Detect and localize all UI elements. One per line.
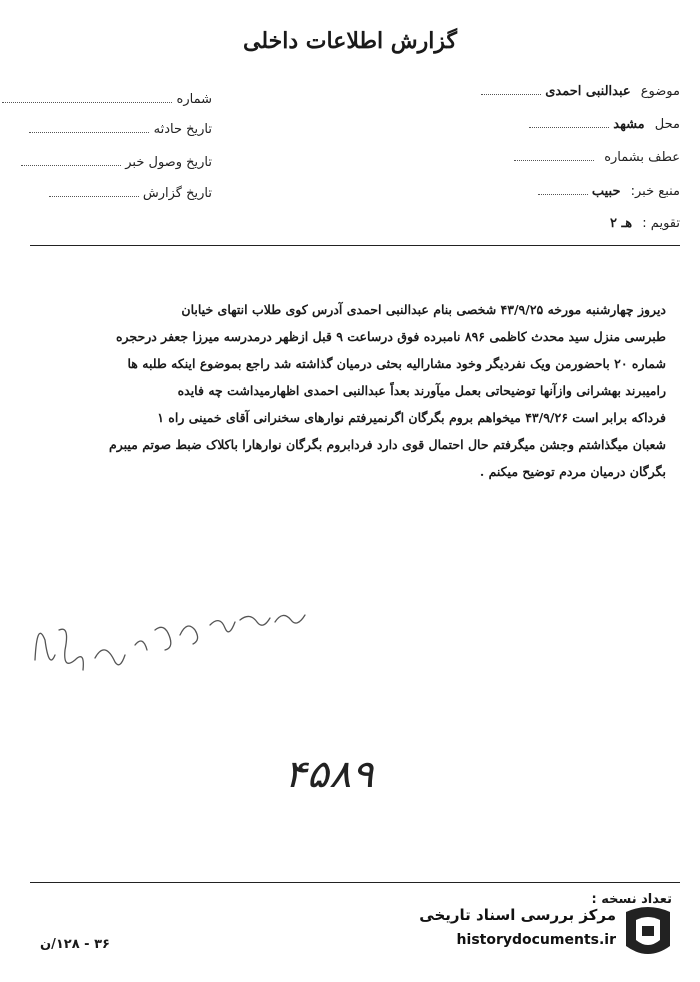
field-evaluation-value: هـ ۲ <box>609 216 633 231</box>
field-source-value: حبیب <box>591 184 621 199</box>
field-evaluation <box>610 216 680 231</box>
archive-watermark <box>408 898 678 968</box>
field-reference-label: عطف بشماره <box>604 150 680 165</box>
field-location-label: محل <box>654 117 680 132</box>
archive-logo-icon <box>620 902 676 964</box>
body-line: بگرگان درمیان مردم توضیح میکنم . <box>479 464 666 479</box>
field-incident-date <box>29 122 212 137</box>
footer-divider <box>30 882 680 883</box>
field-incident-date-label: تاریخ حادثه <box>153 122 212 137</box>
header-divider <box>30 245 680 246</box>
document-title: گزارش اطلاعات داخلی <box>243 28 457 54</box>
field-source <box>538 184 680 199</box>
body-line: شماره ۲۰ باحضورمن ویک نفردیگر وخود مشارالیه بحثی درمیان گذاشته شد راجع بموضوع اینکه طلبه ها <box>127 356 666 371</box>
field-number-label: شماره <box>176 92 212 107</box>
field-received-date-label: تاریخ وصول خبر <box>125 155 212 170</box>
field-source-label: منبع خبر: <box>630 184 680 199</box>
field-subject <box>481 84 680 99</box>
field-report-date <box>49 186 212 201</box>
field-number <box>2 92 212 107</box>
copies-label: تعداد نسخه : <box>591 892 672 907</box>
body-line: فرداکه برابر است ۴۳/۹/۲۶ میخواهم بروم بگرگان اگرنمیرفتم نوارهای سخنرانی آقای خمینی راه ۱ <box>157 410 666 425</box>
body-line: طبرسی منزل سید محدث کاظمی ۸۹۶ نامبرده فوق درساعت ۹ قبل ازظهر درمدرسه میرزا جعفر درحجره <box>115 329 666 344</box>
form-reference: ۳۶ - ۱۲۸/ن <box>40 937 110 952</box>
body-line: شعبان میگذاشتم وجشن میگرفتم حال احتمال قوی دارد فردابروم بگرگان نوارهارا باکلاک ضبط صوتم میبرم <box>108 437 666 452</box>
watermark-url: historydocuments.ir <box>456 932 616 948</box>
field-reference <box>514 150 680 165</box>
field-location <box>529 117 680 132</box>
field-received-date <box>21 155 212 170</box>
watermark-org-name: مرکز بررسی اسناد تاریخی <box>419 906 616 924</box>
field-subject-value: عبدالنبی احمدی <box>545 84 631 99</box>
report-body <box>26 296 666 485</box>
body-line: دیروز چهارشنبه مورخه ۴۳/۹/۲۵ شخصی بنام عبدالنبی احمدی آدرس کوی طلاب انتهای خیابان <box>181 302 666 317</box>
field-evaluation-label: تقویم : <box>642 216 680 231</box>
body-line: رامیبرند بهشرانی وازآنها توضیحاتی بعمل میآورند بعداً عبدالنبی احمدی اظهارمیداشت چه فایده <box>177 383 666 398</box>
handwritten-number: ۴۵۸۹ <box>283 752 374 796</box>
field-location-value: مشهد <box>613 117 645 132</box>
handwritten-signature <box>25 600 315 690</box>
field-report-date-label: تاریخ گزارش <box>142 186 212 201</box>
field-subject-label: موضوع <box>640 84 680 99</box>
